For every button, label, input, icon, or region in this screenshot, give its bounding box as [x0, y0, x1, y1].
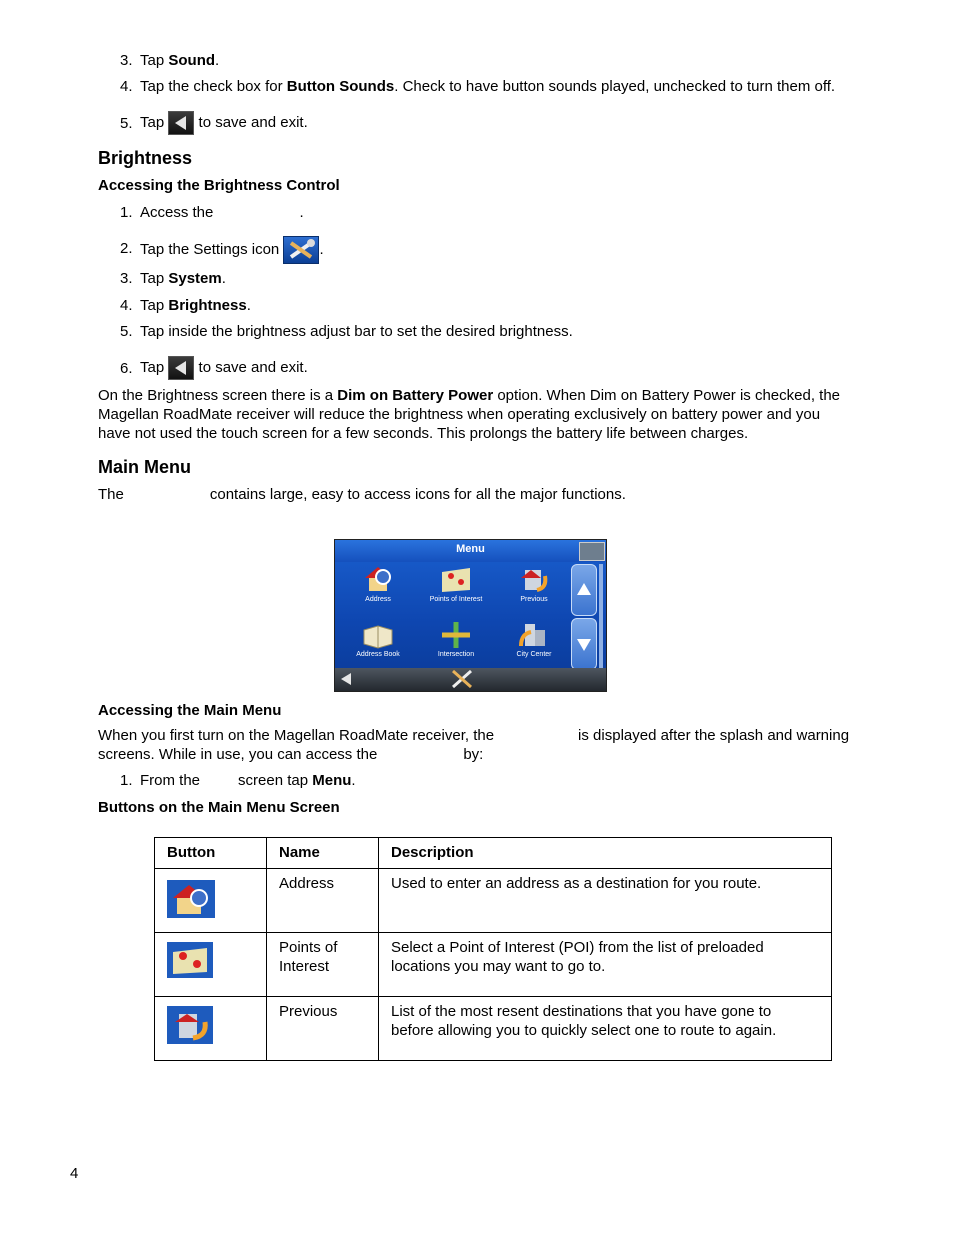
address-book-icon — [361, 620, 395, 650]
step-number: 4. — [120, 78, 133, 95]
device-label-address-book: Address Book — [356, 651, 400, 658]
city-center-icon — [517, 620, 551, 650]
main-menu-heading: Main Menu — [98, 457, 191, 477]
access-paragraph-line1: When you first turn on the Magellan RoadMate receiver, the is displayed after the splash and warning — [98, 727, 850, 744]
brightness-step-6: Tap to save and exit. — [140, 355, 308, 381]
address-icon — [361, 564, 395, 594]
buttons-table — [154, 837, 832, 1061]
points-of-interest-icon — [439, 564, 473, 594]
step-number: 4. — [120, 297, 133, 314]
step-number: 5. — [120, 115, 133, 132]
sound-step-3: Tap Sound. — [140, 52, 220, 69]
brightness-subheading: Accessing the Brightness Control — [98, 177, 340, 194]
back-arrow-icon — [168, 111, 194, 135]
scroll-down-button — [571, 618, 597, 670]
step-number: 1. — [120, 204, 133, 221]
row-name: Previous — [267, 997, 379, 1061]
header-button: Button — [155, 838, 267, 869]
device-label-poi: Points of Interest — [429, 596, 483, 603]
accessing-main-menu-heading: Accessing the Main Menu — [98, 702, 282, 719]
brightness-step-5: Tap inside the brightness adjust bar to set the desired brightness. — [140, 323, 573, 340]
settings-icon — [283, 236, 319, 264]
device-label-city-center: City Center — [516, 651, 552, 658]
table-row — [155, 997, 832, 1061]
row-name: Address — [267, 869, 379, 933]
device-label-previous: Previous — [520, 596, 548, 603]
device-label-intersection: Intersection — [437, 651, 475, 658]
main-menu-intro: The contains large, easy to access icons for all the major functions. — [98, 486, 626, 503]
scroll-up-button — [571, 564, 597, 616]
row-description: Select a Point of Interest (POI) from the list of preloaded locations you may want to go to. — [379, 933, 832, 997]
step-number: 1. — [120, 772, 133, 789]
previous-icon — [517, 564, 551, 594]
intersection-icon — [439, 620, 473, 650]
row-button-cell — [155, 997, 267, 1061]
row-button-cell — [155, 869, 267, 933]
buttons-heading: Buttons on the Main Menu Screen — [98, 799, 340, 816]
access-step-1: From the screen tap Menu. — [140, 772, 356, 789]
device-bottom-bar — [335, 668, 606, 691]
step-number: 3. — [120, 52, 133, 69]
brightness-paragraph: On the Brightness screen there is a Dim on Battery Power option. When Dim on Battery Power is checked, the Magellan RoadMate receiver will reduce the brightness when operating exclusively on battery power and you have not used the touch screen for a few seconds. This prolongs the battery life between charges. — [98, 387, 841, 442]
access-paragraph-line2: screens. While in use, you can access the by: — [98, 746, 484, 763]
brightness-step-2: Tap the Settings icon . — [140, 236, 324, 264]
table-row — [155, 933, 832, 997]
sound-step-5: Tap to save and exit. — [140, 110, 308, 136]
step-number: 6. — [120, 360, 133, 377]
step-number: 3. — [120, 270, 133, 287]
brightness-step-4: Tap Brightness. — [140, 297, 251, 314]
back-arrow-icon — [168, 356, 194, 380]
brightness-step-3: Tap System. — [140, 270, 226, 287]
table-row — [155, 869, 832, 933]
row-description: Used to enter an address as a destination for you route. — [379, 869, 832, 933]
row-button-cell — [155, 933, 267, 997]
scroll-track — [599, 564, 603, 668]
row-name: Points of Interest — [267, 933, 379, 997]
page-number: 4 — [70, 1165, 79, 1182]
map-thumbnail-icon — [579, 542, 605, 561]
brightness-heading: Brightness — [98, 148, 193, 168]
device-menu-screenshot — [334, 539, 607, 692]
device-label-address: Address — [365, 596, 391, 603]
device-title: Menu — [456, 543, 485, 555]
sound-step-4: Tap the check box for Button Sounds. Check to have button sounds played, unchecked to turn them off. — [140, 78, 836, 95]
step-number: 2. — [120, 240, 133, 257]
table-header-row — [155, 838, 832, 869]
points-of-interest-icon — [167, 942, 213, 978]
step-number: 5. — [120, 323, 133, 340]
row-description: List of the most resent destinations that you have gone to before allowing you to quickly select one to route to again. — [379, 997, 832, 1061]
address-icon — [167, 880, 215, 918]
previous-icon — [167, 1006, 213, 1044]
brightness-step-1: Access the . — [140, 204, 304, 221]
header-name: Name — [267, 838, 379, 869]
header-description: Description — [379, 838, 832, 869]
